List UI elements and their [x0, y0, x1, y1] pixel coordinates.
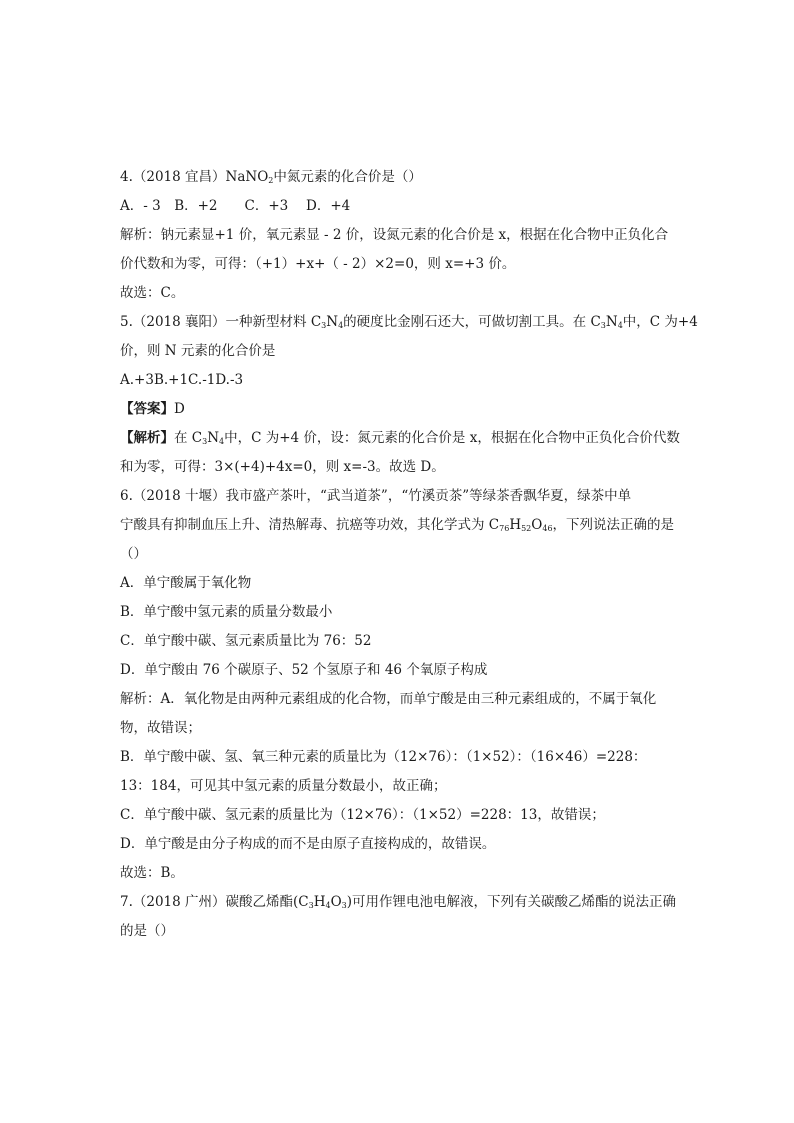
q4-options: A．- 3 B．+2 C．+3 D．+4 [120, 198, 351, 214]
q5-analysis-sub-2: 4 [219, 437, 225, 446]
q6-option-a: A．单宁酸属于氧化物 [120, 575, 252, 591]
q6-text-d: ，下列说法正确的是 [552, 517, 675, 533]
q5-answer-value: D [174, 401, 185, 417]
q5-analysis-a: 在 C [174, 430, 203, 446]
q4-question-text-a: 4.（2018 宜昌）NaNO [120, 169, 269, 185]
q7-sub-1: 3 [308, 901, 314, 910]
q7-text-c: O [330, 894, 342, 910]
q6-sub-1: 76 [499, 524, 510, 533]
q6-option-d: D．单宁酸由 76 个碳原子、52 个氢原子和 46 个氧原子构成 [120, 662, 488, 678]
q6-analysis-b-line-2: 13：184，可见其中氢元素的质量分数最小，故正确； [120, 778, 447, 794]
q5-analysis-b: N [207, 430, 220, 446]
q6-text-c: O [531, 517, 543, 533]
q6-question-line-3: （） [120, 546, 147, 562]
q5-text-b: N [326, 314, 339, 330]
q6-question-line-2 [120, 511, 680, 540]
q4-question-text-b: 中氮元素的化合价是（） [273, 169, 422, 185]
q6-option-b: B．单宁酸中氢元素的质量分数最小 [120, 604, 333, 620]
q6-analysis-a-line-1: 解析：A．氧化物是由两种元素组成的化合物，而单宁酸是由三种元素组成的，不属于氧化 [120, 691, 657, 707]
q5-analysis-label: 【解析】 [120, 430, 174, 446]
q7-question-line-1 [120, 888, 680, 917]
q6-analysis-d: D．单宁酸是由分子构成的而不是由原子直接构成的，故错误。 [120, 836, 496, 852]
q7-text-d: )可用作锂电池电解液，下列有关碳酸乙烯酯的说法正确 [346, 894, 677, 910]
q4-question-subscript: 2 [268, 176, 274, 185]
q5-text-a: 5.（2018 襄阳）一种新型材料 C [120, 314, 322, 330]
q6-answer: 故选：B。 [120, 865, 184, 881]
q6-analysis-a-line-2: 物，故错误； [120, 720, 201, 736]
q5-text-e: 中，C 为+4 [622, 314, 698, 330]
q5-text-c: 的硬度比金刚石还大，可做切割工具。在 C [343, 314, 601, 330]
q6-analysis-b-line-1: B．单宁酸中碳、氢、氧三种元素的质量比为（12×76）：（1×52）：（16×46）=228： [120, 749, 647, 765]
q7-text-a: 7.（2018 广州）碳酸乙烯酯(C [120, 894, 309, 910]
q5-analysis-line-2: 和为零，可得：3×(+4)+4x=0，则 x=-3。故选 D。 [120, 459, 445, 475]
q4-question [120, 163, 680, 192]
q6-option-c: C．单宁酸中碳、氢元素质量比为 76：52 [120, 633, 372, 649]
document-page [120, 163, 698, 946]
q5-text-d: N [605, 314, 618, 330]
q4-analysis-line-2: 价代数和为零，可得：（+1）+x+（ - 2）×2=0，则 x=+3 价。 [120, 256, 516, 272]
q6-sub-3: 46 [542, 524, 553, 533]
q6-sub-2: 52 [521, 524, 532, 533]
q4-analysis-line-1: 解析：钠元素显+1 价，氧元素显 - 2 价，设氮元素的化合价是 x，根据在化合物中正负化合 [120, 227, 669, 243]
q5-analysis-line-1 [120, 424, 680, 453]
q5-answer-label: 【答案】 [120, 401, 174, 417]
q5-sub-3: 3 [600, 321, 606, 330]
q5-sub-1: 3 [321, 321, 327, 330]
q5-analysis-sub-1: 3 [202, 437, 208, 446]
q5-question-line-1 [120, 308, 698, 337]
q5-question-line-2: 价，则 N 元素的化合价是 [120, 343, 276, 359]
q7-text-b: H [313, 894, 326, 910]
q7-question-line-2: 的是（） [120, 923, 174, 939]
q6-text-b: H [509, 517, 522, 533]
q6-text-a: 宁酸具有抑制血压上升、清热解毒、抗癌等功效，其化学式为 C [120, 517, 500, 533]
q5-sub-2: 4 [338, 321, 344, 330]
q7-sub-2: 4 [325, 901, 331, 910]
q5-options: A.+3B.+1C.-1D.-3 [120, 372, 244, 388]
q4-answer: 故选：C。 [120, 285, 185, 301]
q5-analysis-c: 中，C 为+4 价，设：氮元素的化合价是 x，根据在化合物中正负化合价代数 [224, 430, 680, 446]
q7-sub-3: 3 [341, 901, 347, 910]
q6-question-line-1: 6.（2018 十堰）我市盛产茶叶，“武当道茶”，“竹溪贡茶”等绿茶香飘华夏，绿茶中单 [120, 488, 632, 504]
q5-answer [120, 395, 680, 424]
q5-sub-4: 4 [617, 321, 623, 330]
q6-analysis-c: C．单宁酸中碳、氢元素的质量比为（12×76）：（1×52）=228：13，故错误； [120, 807, 605, 823]
